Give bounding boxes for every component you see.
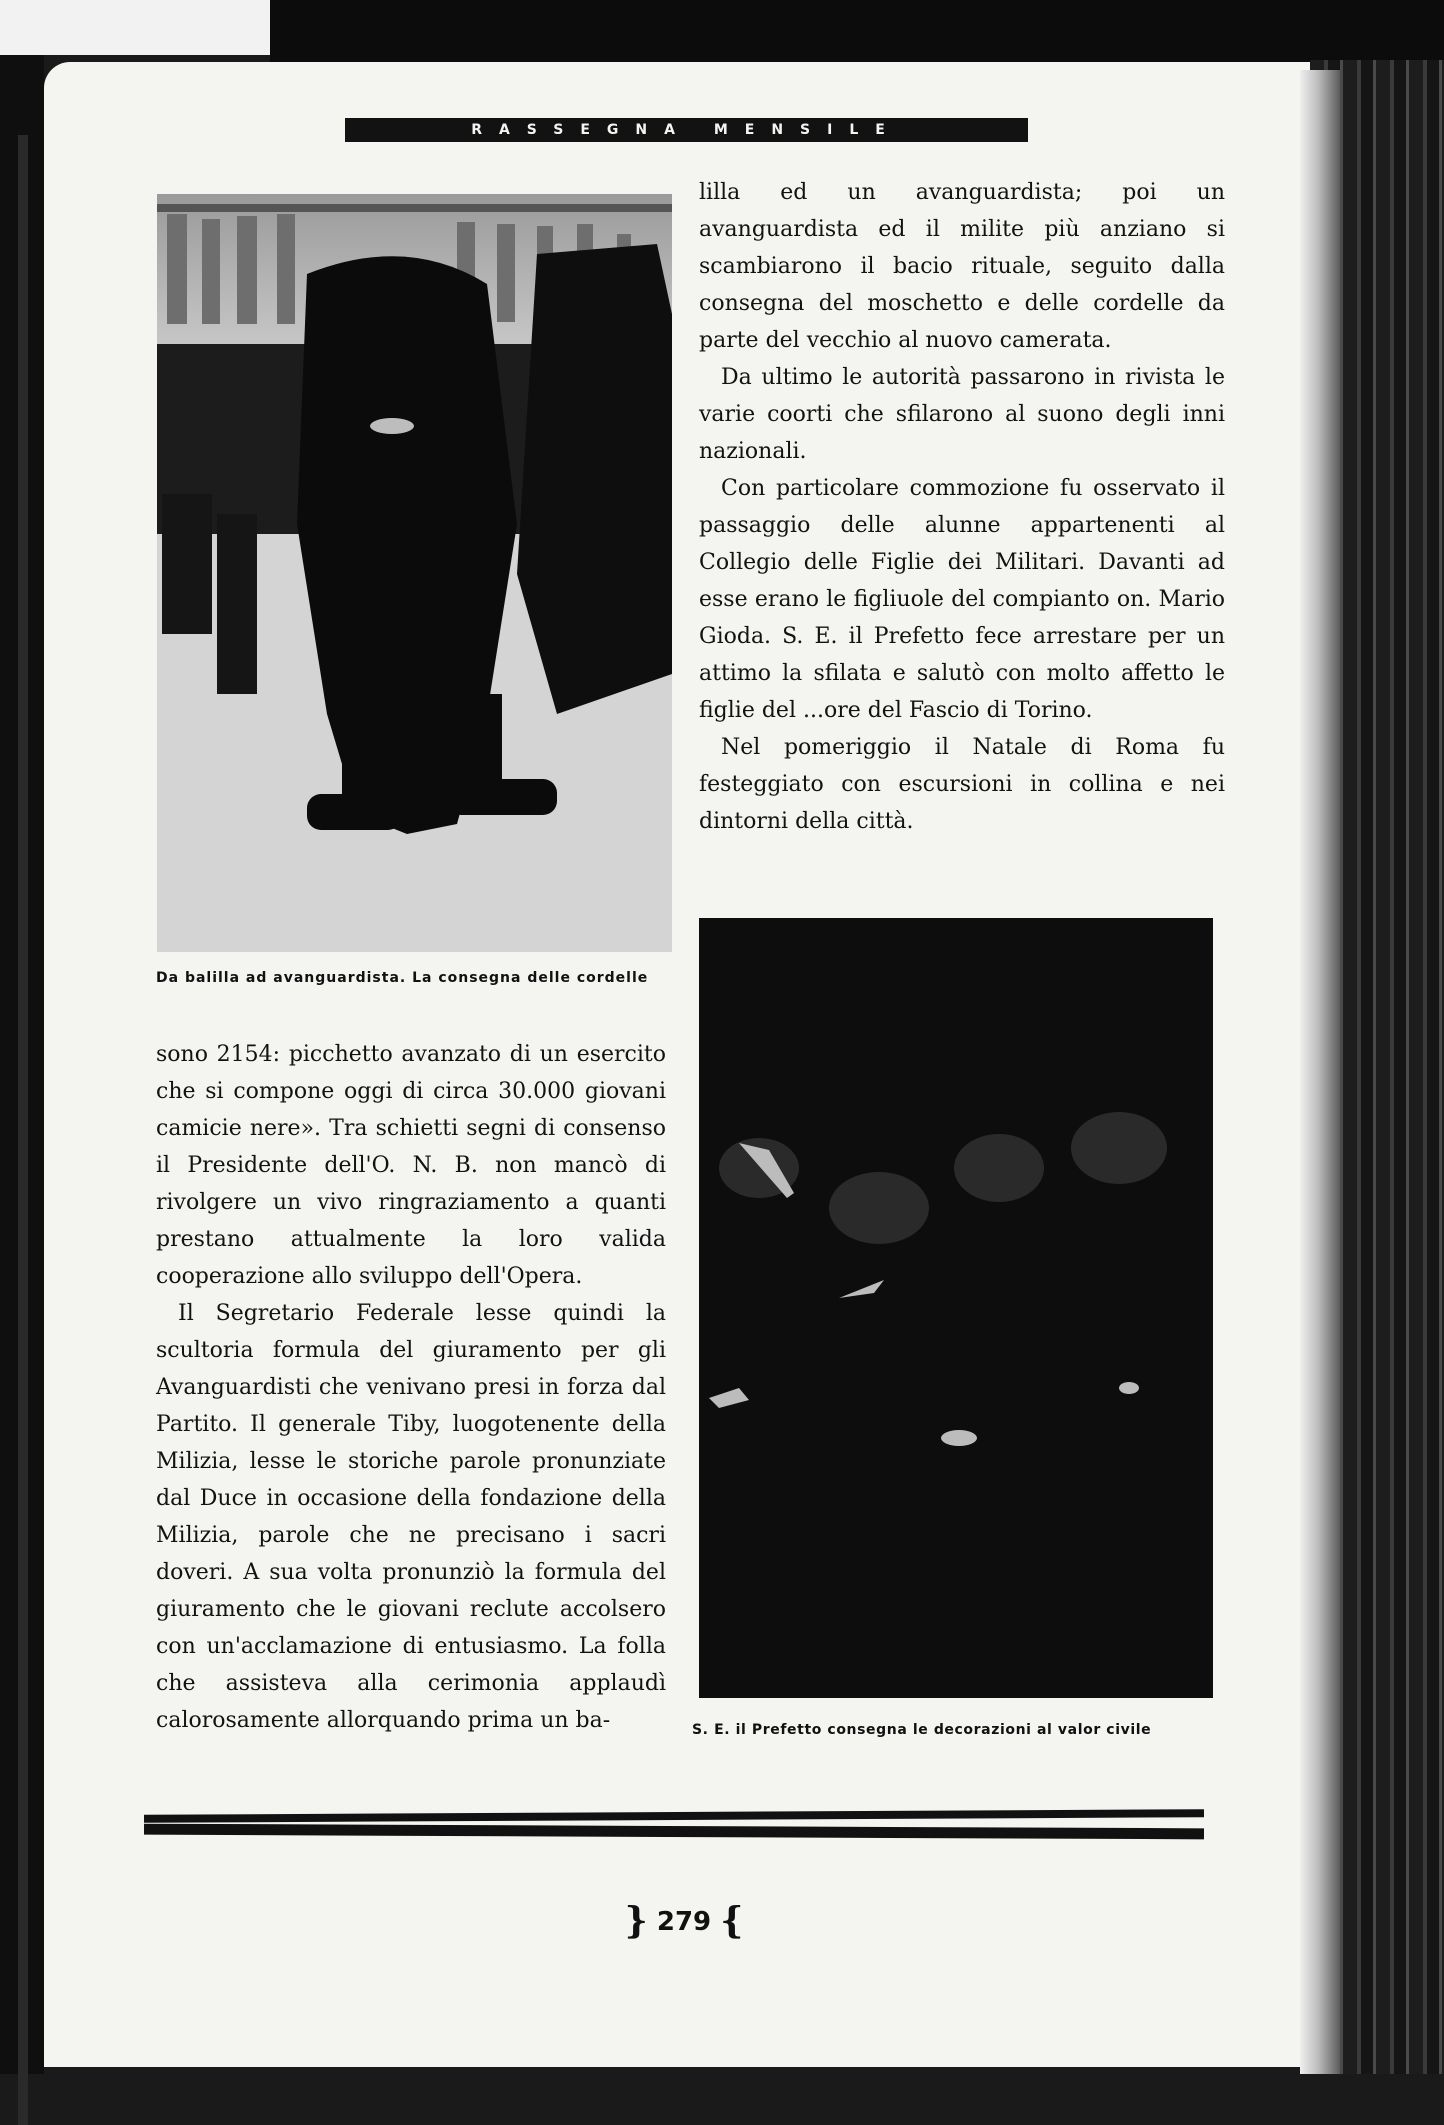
figure-caption-left: Da balilla ad avanguardista. La consegna delle cordelle	[156, 970, 649, 986]
scanner-edge-left	[0, 55, 44, 2074]
text-column-left	[156, 1036, 666, 1739]
paragraph: Con particolare commozione fu osservato il passaggio delle alunne appartenenti al Collegio delle Figlie dei Militari. Davanti ad esse erano le figliuole del compianto on. Mario Gioda. S. E. il Prefetto fece arrestare per un attimo la sfilata e salutò con molto affetto le figlie del ...ore del Fascio di Torino.	[699, 476, 1225, 723]
text-column-right	[699, 174, 1225, 840]
decorative-rule	[144, 1809, 1204, 1823]
page-number-value: 279	[656, 1907, 712, 1937]
decorative-rule	[144, 1824, 1204, 1840]
scanner-edge	[270, 0, 1444, 62]
running-header: RASSEGNA MENSILE	[345, 118, 1028, 142]
page-edge-shadow	[1300, 70, 1340, 2074]
page-number: } 279 {	[624, 1900, 744, 1942]
paragraph: sono 2154: picchetto avanzato di un esercito che si compone oggi di circa 30.000 giovani camicie nere». Tra schietti segni di consenso il Presidente dell'O. N. B. non mancò di rivolgere un vivo ringraziamento a quanti prestano attualmente la loro valida cooperazione allo sviluppo dell'Opera.	[156, 1042, 666, 1289]
paragraph: Da ultimo le autorità passarono in rivista le varie coorti che sfilarono al suono degli inni nazionali.	[699, 365, 1225, 464]
paragraph: Nel pomeriggio il Natale di Roma fu festeggiato con escursioni in collina e nei dintorni della città.	[699, 735, 1225, 834]
book-page	[44, 62, 1310, 2067]
photo-balilla-ceremony	[157, 194, 672, 952]
scanner-margin	[0, 0, 270, 55]
photo-prefect-decorations	[699, 918, 1213, 1698]
figure-caption-right: S. E. il Prefetto consegna le decorazioni al valor civile	[692, 1722, 1152, 1738]
paragraph: Il Segretario Federale lesse quindi la scultoria formula del giuramento per gli Avanguardisti che venivano presi in forza dal Partito. Il generale Tiby, luogotenente della Milizia, lesse le storiche parole pronunziate dal Duce in occasione della fondazione della Milizia, parole che ne precisano i sacri doveri. A sua volta pronunziò la formula del giuramento che le giovani reclute accolsero con un'acclamazione di entusiasmo. La folla che assisteva alla cerimonia applaudì calorosamente allorquando prima un ba-	[156, 1301, 666, 1733]
paragraph: lilla ed un avanguardista; poi un avanguardista ed il milite più anziano si scambiarono il bacio rituale, seguito dalla consegna del moschetto e delle cordelle da parte del vecchio al nuovo camerata.	[699, 180, 1225, 353]
